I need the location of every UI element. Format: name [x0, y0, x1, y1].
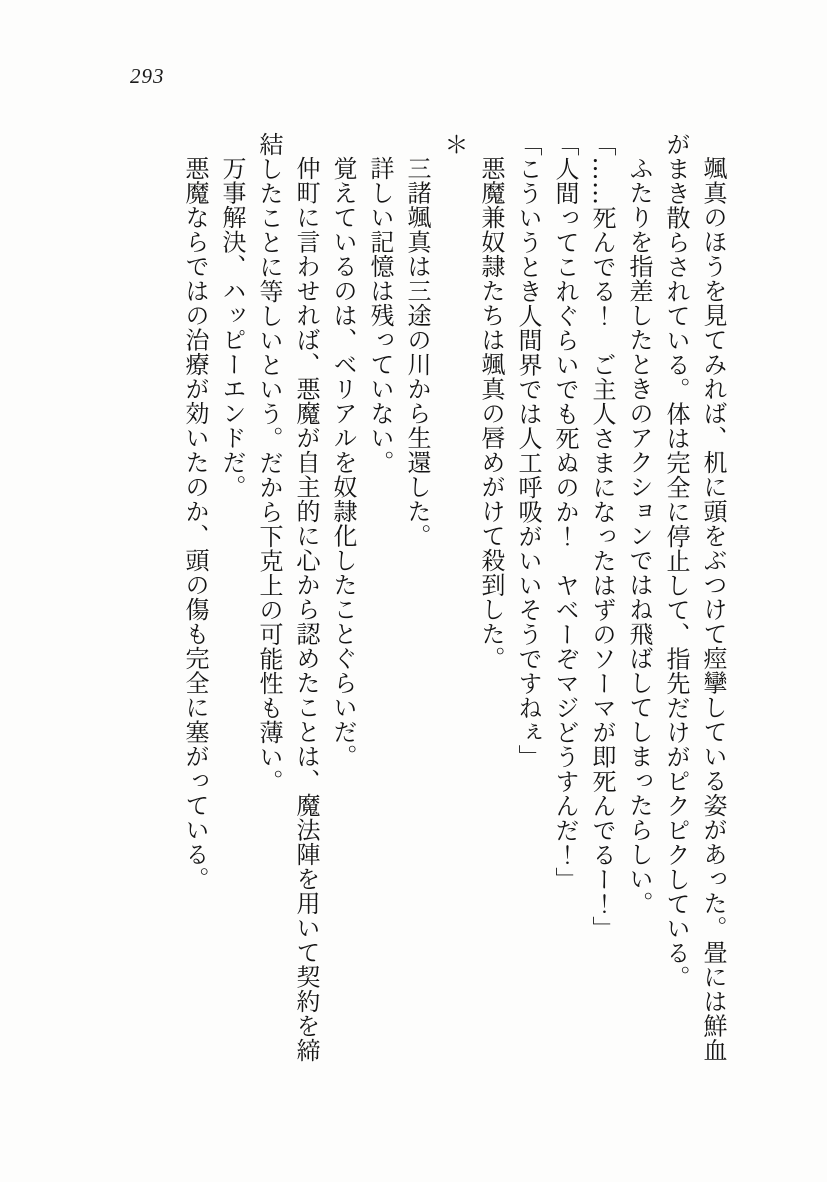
paragraph: 颯真のほうを見てみれば、机に頭をぶつけて痙攣している姿があった。畳には鮮血がまき散らされている。体は完全に停止して、指先だけがピクピクしている。	[662, 132, 727, 1063]
paragraph: 三諸颯真は三途の川から生還した。	[403, 156, 431, 548]
dialogue-paragraph: 「人間ってこれぐらいでも死ぬのか！ ヤベーぞマジどうすんだ！」	[551, 132, 579, 892]
section-separator: ＊	[440, 132, 468, 157]
dialogue-paragraph: 「こういうとき人間界では人工呼吸がいいそうですねぇ」	[514, 132, 542, 769]
paragraph: 悪魔兼奴隷たちは颯真の唇めがけて殺到した。	[477, 156, 505, 671]
paragraph: 詳しい記憶は残っていない。	[366, 156, 394, 475]
vertical-text-block	[176, 132, 731, 1066]
page-number: 293	[130, 64, 165, 88]
paragraph: 万事解決、ハッピーエンドだ。	[218, 156, 246, 499]
paragraph: 悪魔ならではの治療が効いたのか、頭の傷も完全に塞がっている。	[181, 156, 209, 891]
paragraph: ふたりを指差したときのアクションではね飛ばしてしまったらしい。	[625, 156, 653, 916]
paragraph: 覚えているのは、ベリアルを奴隷化したことぐらいだ。	[329, 156, 357, 769]
dialogue-paragraph: 「……死んでる！ ご主人さまになったはずのソーマが即死んでるー！」	[588, 132, 616, 941]
paragraph: 仲町に言わせれば、悪魔が自主的に心から認めたことは、魔法陣を用いて契約を締結したことに等しいという。だから下克上の可能性も薄い。	[255, 132, 320, 1063]
